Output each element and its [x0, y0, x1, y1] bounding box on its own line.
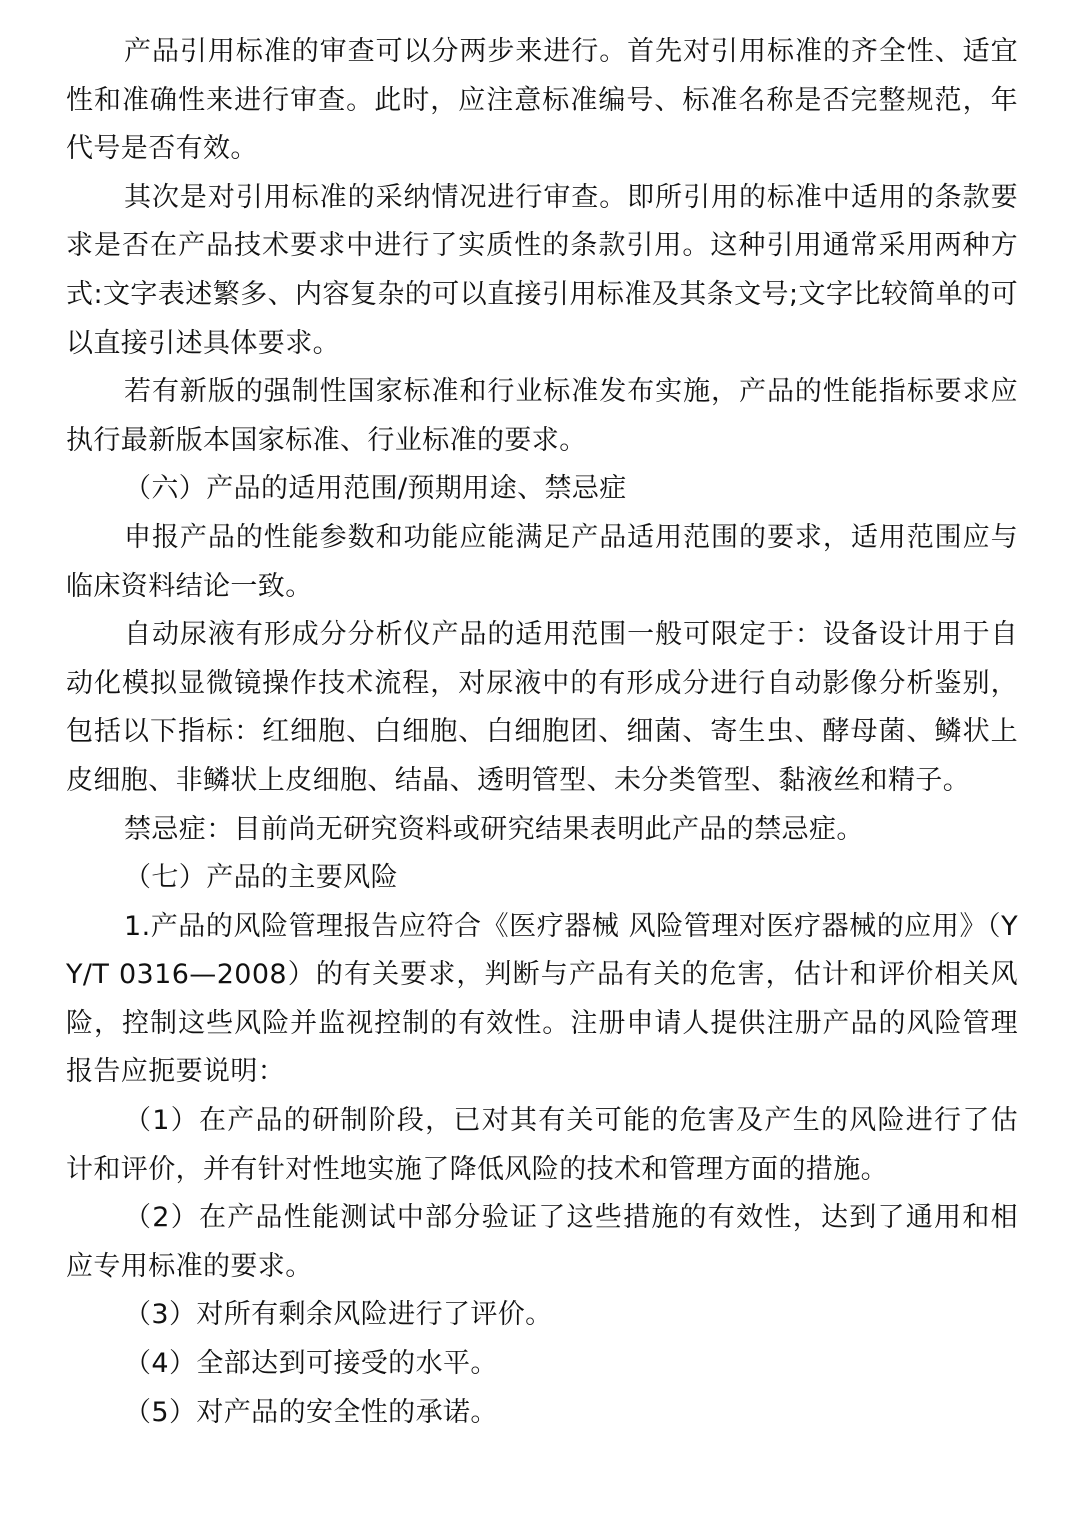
- paragraph-standard-adoption: 其次是对引用标准的采纳情况进行审查。即所引用的标准中适用的条款要求是否在产品技术要求中进行了实质性的条款引用。这种引用通常采用两种方式:文字表述繁多、内容复杂的可以直接引用标准及其条文号;文字比较简单的可以直接引述具体要求。: [66, 181, 1018, 359]
- paragraph-standard-review: 产品引用标准的审查可以分两步来进行。首先对引用标准的齐全性、适宜性和准确性来进行审查。此时，应注意标准编号、标准名称是否完整规范，年代号是否有效。: [66, 36, 1018, 165]
- paragraph-performance-parameters: 申报产品的性能参数和功能应能满足产品适用范围的要求，适用范围应与临床资料结论一致。: [66, 521, 1018, 602]
- list-item-4: （4）全部达到可接受的水平。: [124, 1348, 498, 1380]
- list-item-1: （1）在产品的研制阶段，已对其有关可能的危害及产生的风险进行了估计和评价，并有针对性地实施了降低风险的技术和管理方面的措施。: [66, 1105, 1018, 1185]
- list-item-2: （2）在产品性能测试中部分验证了这些措施的有效性，达到了通用和相应专用标准的要求。: [66, 1202, 1018, 1282]
- paragraph-risk-management-report: 1.产品的风险管理报告应符合《医疗器械 风险管理对医疗器械的应用》（YY/T 0316—2008）的有关要求，判断与产品有关的危害，估计和评价相关风险，控制这些风险并监视控制的有效性。注册申请人提供注册产品的风险管理报告应扼要说明：: [66, 910, 1018, 1088]
- document-body: [66, 28, 1018, 1437]
- paragraph-new-standards: 若有新版的强制性国家标准和行业标准发布实施，产品的性能指标要求应执行最新版本国家标准、行业标准的要求。: [66, 376, 1018, 456]
- section-heading-scope: （六）产品的适用范围/预期用途、禁忌症: [124, 473, 627, 505]
- section-heading-main-risks: （七）产品的主要风险: [124, 862, 398, 894]
- list-item-3: （3）对所有剩余风险进行了评价。: [124, 1299, 553, 1331]
- paragraph-contraindications: 禁忌症：目前尚无研究资料或研究结果表明此产品的禁忌症。: [124, 813, 864, 845]
- list-item-5: （5）对产品的安全性的承诺。: [124, 1396, 498, 1428]
- paragraph-intended-use: 自动尿液有形成分分析仪产品的适用范围一般可限定于：设备设计用于自动化模拟显微镜操作技术流程，对尿液中的有形成分进行自动影像分析鉴别，包括以下指标：红细胞、白细胞、白细胞团、细菌、寄生虫、酵母菌、鳞状上皮细胞、非鳞状上皮细胞、结晶、透明管型、未分类管型、黏液丝和精子。: [66, 619, 1018, 796]
